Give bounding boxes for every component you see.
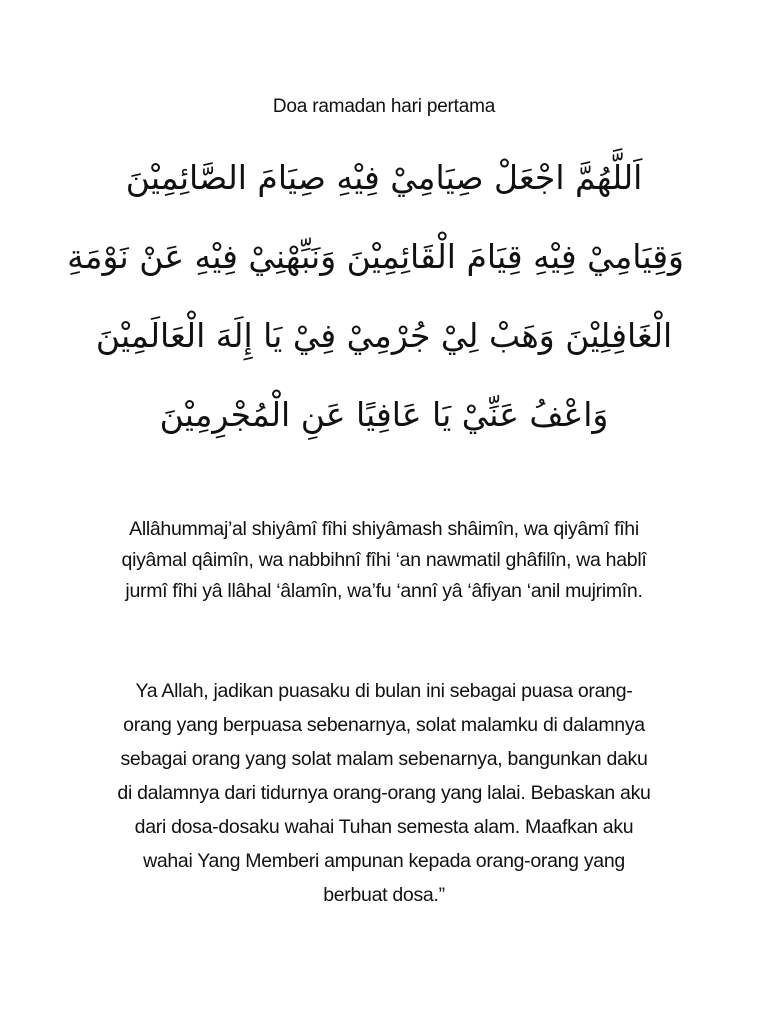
transliteration-paragraph [70,514,698,607]
arabic-line: الْغَافِلِيْنَ وَهَبْ لِيْ جُرْمِيْ فِيْ يَا إِلَهَ الْعَالَمِيْنَ [95,316,673,355]
page-title: Doa ramadan hari pertama [272,96,496,117]
translation-paragraph [70,674,698,912]
arabic-line: اَللَّهُمَّ اجْعَلْ صِيَامِيْ فِيْهِ صِيَامَ الصَّائِمِيْنَ [125,158,643,197]
translation-line: wahai Yang Memberi ampunan kepada orang-orang yang [143,850,625,872]
arabic-line: وَقِيَامِيْ فِيْهِ قِيَامَ الْقَائِمِيْنَ وَنَبِّهْنِيْ فِيْهِ عَنْ نَوْمَةِ [67,237,684,276]
translation-line: di dalamnya dari tidurnya orang-orang yang lalai. Bebaskan aku [117,782,651,804]
translation-line: dari dosa-dosaku wahai Tuhan semesta alam. Maafkan aku [134,816,634,838]
translation-line: Ya Allah, jadikan puasaku di bulan ini sebagai puasa orang- [135,680,633,702]
transliteration-line: qiyâmal qâimîn, wa nabbihnî fîhi ‘an nawmatil ghâfilîn, wa hablî [121,549,647,571]
translation-line: berbuat dosa.” [323,884,445,906]
transliteration-line: Allâhummaj’al shiyâmî fîhi shiyâmash shâimîn, wa qiyâmî fîhi [129,518,639,540]
arabic-prayer-text [67,138,684,454]
transliteration-line: jurmî fîhi yâ llâhal ‘âlamîn, wa’fu ‘annî yâ ‘âfiyan ‘anil mujrimîn. [125,580,643,602]
arabic-line: وَاعْفُ عَنِّيْ يَا عَافِيًا عَنِ الْمُجْرِمِيْنَ [159,395,609,434]
translation-line: sebagai orang yang solat malam sebenarnya, bangunkan daku [120,748,648,770]
translation-line: orang yang berpuasa sebenarnya, solat malamku di dalamnya [123,714,645,736]
